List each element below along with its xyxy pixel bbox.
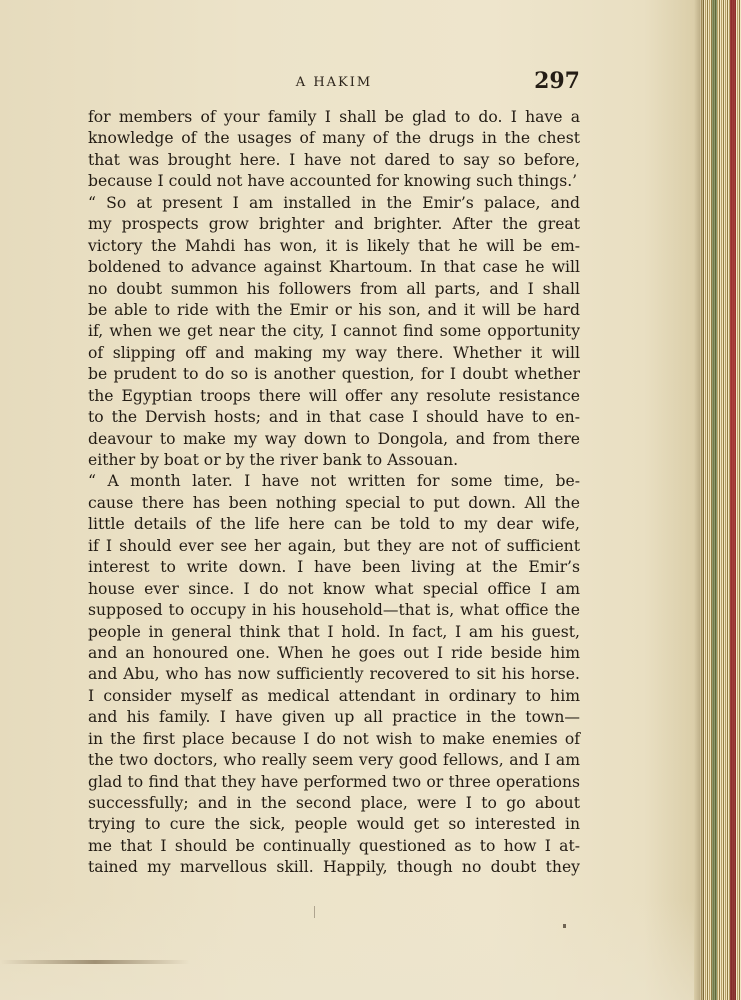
- print-speck: [563, 924, 566, 928]
- text-line: successfully; and in the second place, were I to go about: [88, 794, 580, 812]
- page-bottom-glow: [0, 900, 694, 1000]
- text-line: because I could not have accounted for knowing such things.’: [88, 172, 578, 191]
- paragraph-start-line: “ A month later. I have not written for some time, be-: [88, 472, 580, 491]
- text-line: of slipping off and making my way there. Whether it will: [88, 343, 580, 362]
- text-line: trying to cure the sick, people would get so interested in: [88, 815, 580, 834]
- text-line: no doubt summon his followers from all parts, and I shall: [88, 279, 580, 298]
- text-line: my prospects grow brighter and brighter. After the great: [88, 215, 580, 234]
- text-line: the Egyptian troops there will offer any resolute resistance: [88, 386, 580, 405]
- text-line: house ever since. I do not know what special office I am: [88, 579, 580, 598]
- text-line: people in general think that I hold. In fact, I am his guest,: [88, 622, 580, 641]
- page-header: [88, 66, 580, 96]
- text-line: and an honoured one. When he goes out I ride beside him: [88, 643, 580, 662]
- text-line: cause there has been nothing special to put down. All the: [88, 493, 580, 512]
- text-line: supposed to occupy in his household—that is, what office the: [88, 601, 580, 620]
- text-line: knowledge of the usages of many of the drugs in the chest: [88, 129, 580, 148]
- page-number: 297: [534, 68, 580, 94]
- text-line: interest to write down. I have been living at the Emir’s: [88, 558, 580, 577]
- text-line: if I should ever see her again, but they are not of sufficient: [88, 536, 580, 555]
- text-line: in the first place because I do not wish to make enemies of: [88, 729, 580, 748]
- text-line: and Abu, who has now sufficiently recovered to sit his horse.: [88, 665, 580, 684]
- body-text: [88, 107, 580, 879]
- page-edge-tint-red: [730, 0, 736, 1000]
- text-line: if, when we get near the city, I cannot find some opportunity: [88, 322, 580, 341]
- gutter-shadow: [694, 0, 704, 1000]
- text-line: that was brought here. I have not dared to say so before,: [88, 150, 580, 169]
- text-line: victory the Mahdi has won, it is likely that he will be em-: [88, 236, 580, 255]
- text-line: to the Dervish hosts; and in that case I should have to en-: [88, 408, 580, 427]
- text-line: the two doctors, who really seem very good fellows, and I am: [88, 751, 580, 770]
- paragraph-start-line: “ So at present I am installed in the Emir’s palace, and: [88, 193, 580, 212]
- page-edge-tint-green: [712, 0, 717, 1000]
- text-line: deavour to make my way down to Dongola, and from there: [88, 429, 580, 448]
- page-smudge: [0, 960, 190, 964]
- text-line: me that I should be continually questioned as to how I at-: [88, 836, 580, 855]
- text-line: boldened to advance against Khartoum. In that case he will: [88, 258, 580, 277]
- text-line: tained my marvellous skill. Happily, though no doubt they: [88, 858, 580, 877]
- text-line: I consider myself as medical attendant in ordinary to him: [88, 686, 580, 705]
- text-line: and his family. I have given up all practice in the town—: [88, 708, 580, 727]
- text-line: for members of your family I shall be glad to do. I have a: [88, 108, 580, 126]
- text-line: be prudent to do so is another question, for I doubt whether: [88, 365, 580, 384]
- text-line: be able to ride with the Emir or his son, and it will be hard: [88, 300, 580, 319]
- text-line: little details of the life here can be told to my dear wife,: [88, 515, 580, 534]
- text-line: glad to find that they have performed two or three operations: [88, 772, 580, 791]
- print-speck: [314, 906, 315, 918]
- running-head: A HAKIM: [295, 75, 373, 90]
- text-line: either by boat or by the river bank to Assouan.: [88, 451, 459, 469]
